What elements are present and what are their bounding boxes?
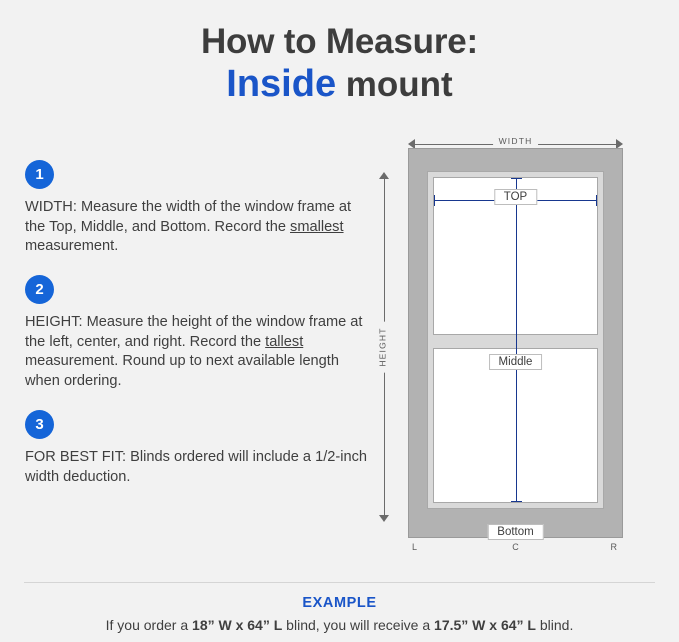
example-suffix: blind.: [535, 617, 574, 633]
pane-label-top: TOP: [494, 189, 537, 205]
example-ordered-size: 18” W x 64” L: [192, 617, 283, 633]
measure-tick-height-top: [511, 178, 522, 179]
step-3-label: FOR BEST FIT:: [25, 448, 127, 465]
measure-line-height-center: [516, 178, 517, 502]
instruction-steps: [25, 160, 375, 505]
step-1-badge: 1: [25, 160, 54, 189]
step-2-badge: 2: [25, 275, 54, 304]
step-1-underlined: smallest: [290, 218, 344, 235]
step-1-label: WIDTH:: [25, 199, 77, 215]
height-dimension-label: HEIGHT: [376, 321, 390, 372]
mark-center: C: [512, 542, 519, 552]
page-title: [0, 0, 679, 106]
measure-tick-width-top-left: [434, 195, 435, 206]
step-3-badge: 3: [25, 410, 54, 439]
example-title: EXAMPLE: [302, 595, 377, 611]
example-body: [0, 617, 679, 633]
example-prefix: If you order a: [105, 617, 193, 633]
title-line-2-rest: mount: [336, 65, 453, 105]
window-frame-inner: [427, 171, 604, 509]
example-section: [0, 595, 679, 633]
step-2-text-after: measurement. Round up to next available length when ordering.: [25, 353, 339, 390]
pane-label-middle: Middle: [489, 354, 543, 370]
example-received-size: 17.5” W x 64” L: [434, 617, 536, 633]
height-arrow-head-top-icon: [379, 172, 389, 179]
step-2-label: HEIGHT:: [25, 314, 83, 331]
pane-label-bottom: Bottom: [487, 524, 543, 540]
height-dimension-arrow: [378, 172, 392, 522]
measure-tick-height-bottom: [511, 501, 522, 502]
footer-divider: [24, 582, 655, 583]
window-frame: [408, 148, 623, 538]
measure-tick-width-top-right: [596, 195, 597, 206]
step-3-text-before: Blinds ordered will include a 1/2-inch width deduction.: [25, 448, 368, 485]
step-1-text-after: measurement.: [25, 238, 119, 255]
step-1: [25, 160, 375, 257]
step-3-text: [25, 448, 375, 487]
mark-right: R: [610, 542, 617, 552]
step-2-text-before: Measure the height of the window frame at the left, center, and right. Record the: [25, 314, 363, 350]
width-dimension-label: WIDTH: [493, 136, 539, 146]
title-line-2: [0, 63, 679, 106]
example-middle: blind, you will receive a: [282, 617, 435, 633]
title-line-1: How to Measure:: [200, 22, 479, 61]
step-2-text: [25, 313, 375, 392]
window-diagram: [378, 130, 658, 560]
title-accent-word: Inside: [226, 63, 337, 106]
height-arrow-head-bottom-icon: [379, 515, 389, 522]
step-2: [25, 275, 375, 392]
mark-left: L: [412, 542, 418, 552]
step-3: [25, 410, 375, 487]
step-2-underlined: tallest: [265, 333, 304, 350]
step-1-text: [25, 198, 375, 257]
step-1-text-before: Measure the width of the window frame at the Top, Middle, and Bottom. Record the: [25, 199, 352, 235]
